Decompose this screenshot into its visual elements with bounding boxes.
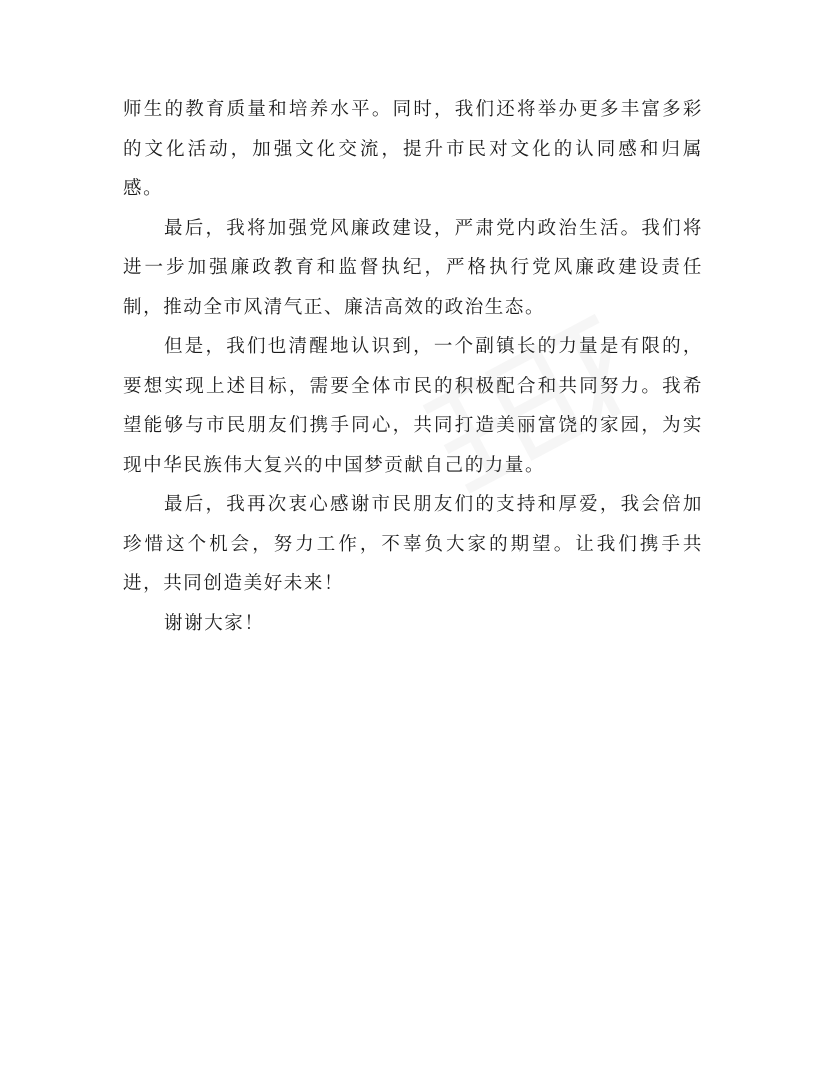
paragraph-5: 谢谢大家！ [164,612,265,634]
paragraph-3: 但是，我们也清醒地认识到，一个副镇长的力量是有限的，要想实现上述目标，需要全体市民的积极配合和共同努力。我希望能够与市民朋友们携手同心，共同打造美丽富饶的家园，为实现中华民族伟大复兴的中国梦贡献自己的力量。 [123,336,703,476]
paragraph-4: 最后，我再次衷心感谢市民朋友们的支持和厚爱，我会倍加珍惜这个机会，努力工作，不辜负大家的期望。让我们携手共进，共同创造美好未来！ [123,494,703,594]
paragraph-2: 最后，我将加强党风廉政建设，严肃党内政治生活。我们将进一步加强廉政教育和监督执纪，严格执行党风廉政建设责任制，推动全市风清气正、廉洁高效的政治生态。 [123,217,703,318]
paragraph-1: 师生的教育质量和培养水平。同时，我们还将举办更多丰富多彩的文化活动，加强文化交流，提升市民对文化的认同感和归属感。 [123,99,703,199]
document-body [123,90,703,643]
